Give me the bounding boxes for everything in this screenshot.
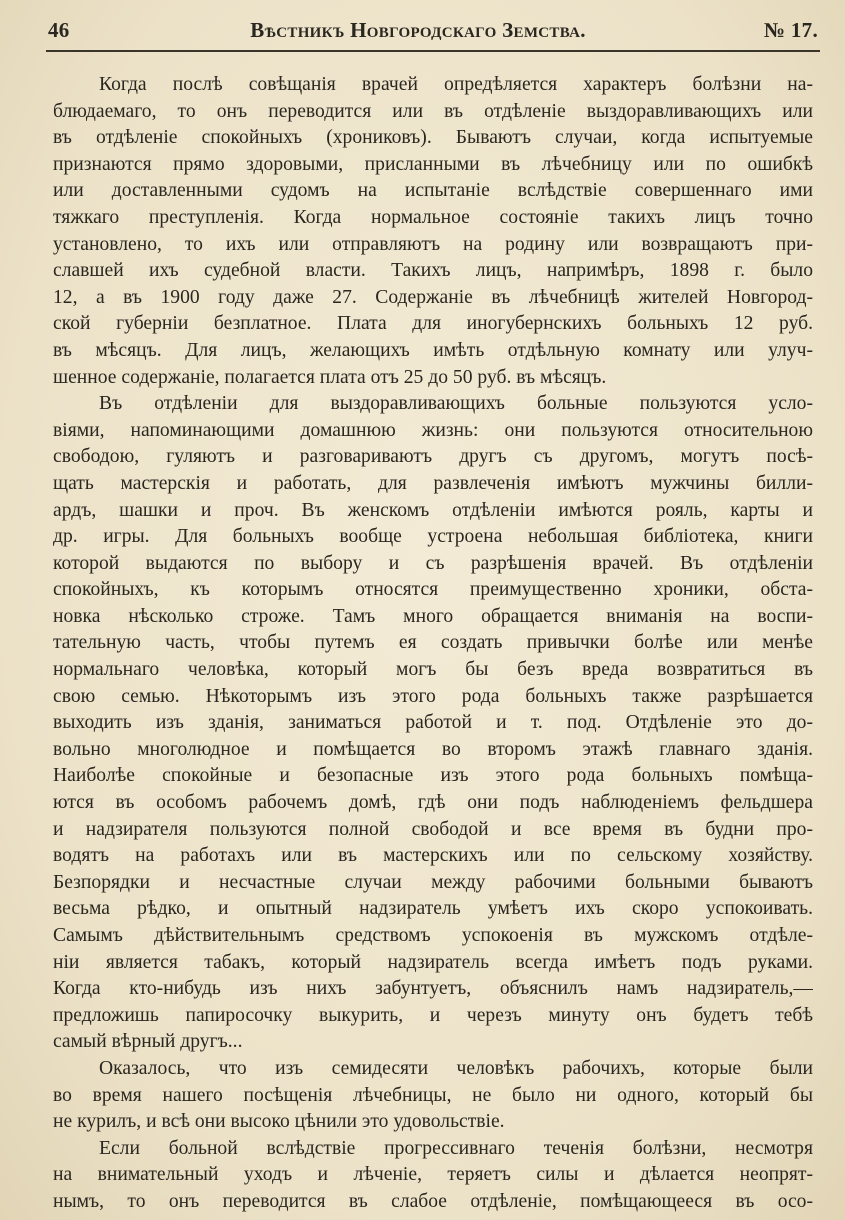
text-line: Въ отдѣленіи для выздоравливающихъ больные пользуются усло- xyxy=(99,393,813,415)
text-line: самый вѣрный другъ... xyxy=(53,1031,243,1053)
text-line: или доставленными судомъ на испытаніе вслѣдствіе совершеннаго ими xyxy=(53,180,813,202)
text-line: Когда кто-нибудь изъ нихъ забунтуетъ, объяснилъ намъ надзиратель,— xyxy=(53,978,813,1000)
text-line: нымъ, то онъ переводится въ слабое отдѣленіе, помѣщающееся въ осо- xyxy=(53,1190,813,1212)
text-line: спокойныхъ, къ которымъ относятся преимущественно хроники, обста- xyxy=(53,579,813,601)
text-line: нормальнаго человѣка, который могъ бы безъ вреда возвратиться въ xyxy=(53,659,813,681)
journal-title: Вѣстникъ Новгородскаго Земства. xyxy=(250,18,586,42)
text-line: новка нѣсколько строже. Тамъ много обращается вниманія на воспи- xyxy=(53,605,813,627)
text-line: на внимательный уходъ и лѣченіе, теряетъ силы и дѣлается неопрят- xyxy=(53,1164,813,1186)
text-line: шенное содержаніе, полагается плата отъ 25 до 50 руб. въ мѣсяцъ. xyxy=(53,366,607,388)
text-line: предложишь папиросочку выкурить, и черезъ минуту онъ будетъ тебѣ xyxy=(53,1004,813,1026)
text-line: Если больной вслѣдствіе прогрессивнаго теченія болѣзни, несмотря xyxy=(99,1137,813,1159)
page-number: 46 xyxy=(48,18,70,42)
text-line: Когда послѣ совѣщанія врачей опредѣляется характеръ болѣзни на- xyxy=(99,74,813,95)
text-line: др. игры. Для больныхъ вообще устроена небольшая библіотека, книги xyxy=(53,526,813,548)
running-header xyxy=(48,18,818,48)
text-line: ардъ, шашки и проч. Въ женскомъ отдѣленіи имѣются рояль, карты и xyxy=(53,499,813,521)
text-line: въ отдѣленіе спокойныхъ (хрониковъ). Бываютъ случаи, когда испытуемые xyxy=(53,127,813,149)
text-line: блюдаемаго, то онъ переводится или въ отдѣленіе выздоравливающихъ или xyxy=(53,100,813,122)
text-line: въ мѣсяцъ. Для лицъ, желающихъ имѣть отдѣльную комнату или улуч- xyxy=(53,339,813,361)
text-line: Оказалось, что изъ семидесяти человѣкъ рабочихъ, которые были xyxy=(99,1057,813,1079)
text-line: Безпорядки и несчастные случаи между рабочими больными бываютъ xyxy=(53,871,813,893)
text-line: 12, а въ 1900 году даже 27. Содержаніе въ лѣчебницѣ жителей Новгород- xyxy=(53,286,813,308)
issue-number: № 17. xyxy=(763,18,818,42)
text-line: Наиболѣе спокойные и безопасные изъ этого рода больныхъ помѣща- xyxy=(53,765,813,787)
text-line: и надзирателя пользуются полной свободой и все время въ будни про- xyxy=(53,818,813,840)
text-line: не курилъ, и всѣ они высоко цѣнили это удовольствіе. xyxy=(53,1111,505,1133)
text-line: віями, напоминающими домашнюю жизнь: они пользуются относительною xyxy=(53,419,813,441)
body-text xyxy=(53,72,813,1216)
header-rule xyxy=(46,50,820,52)
text-line: тательную часть, чтобы путемъ ея создать привычки болѣе или менѣе xyxy=(53,632,813,654)
text-line: свободою, гуляютъ и разговариваютъ другъ съ другомъ, могутъ посѣ- xyxy=(53,446,813,468)
text-line: выходить изъ зданія, заниматься работой и т. под. Отдѣленіе это до- xyxy=(53,712,813,734)
text-line: Самымъ дѣйствительнымъ средствомъ успокоенія въ мужскомъ отдѣле- xyxy=(53,925,813,946)
text-line: вольно многолюдное и помѣщается во второмъ этажѣ главнаго зданія. xyxy=(53,738,813,760)
text-line: тяжкаго преступленія. Когда нормальное состояніе такихъ лицъ точно xyxy=(53,206,813,228)
text-line: установлено, то ихъ или отправляютъ на родину или возвращаютъ при- xyxy=(53,233,813,255)
text-line: во время нашего посѣщенія лѣчебницы, не было ни одного, который бы xyxy=(53,1084,813,1106)
text-line: славшей ихъ судебной власти. Такихъ лицъ, напримѣръ, 1898 г. было xyxy=(53,260,813,282)
text-line: весьма рѣдко, и опытный надзиратель умѣетъ ихъ скоро успокоивать. xyxy=(53,898,813,920)
text-line: ются въ особомъ рабочемъ домѣ, гдѣ они подъ наблюденіемъ фельдшера xyxy=(53,792,813,814)
text-line: которой выдаются по выбору и съ разрѣшенія врачей. Въ отдѣленіи xyxy=(53,552,813,574)
text-line: признаются прямо здоровыми, присланными въ лѣчебницу или по ошибкѣ xyxy=(53,153,813,175)
text-line: водятъ на работахъ или въ мастерскихъ или по сельскому хозяйству. xyxy=(53,845,813,867)
text-line: ской губерніи безплатное. Плата для иногубернскихъ больныхъ 12 руб. xyxy=(53,313,813,335)
text-line: свою семью. Нѣкоторымъ изъ этого рода больныхъ также разрѣшается xyxy=(53,685,813,707)
text-line: щать мастерскія и работать, для развлеченія имѣютъ мужчины билли- xyxy=(53,472,813,494)
text-line: ніи является табакъ, который надзиратель всегда имѣетъ подъ руками. xyxy=(53,951,813,973)
